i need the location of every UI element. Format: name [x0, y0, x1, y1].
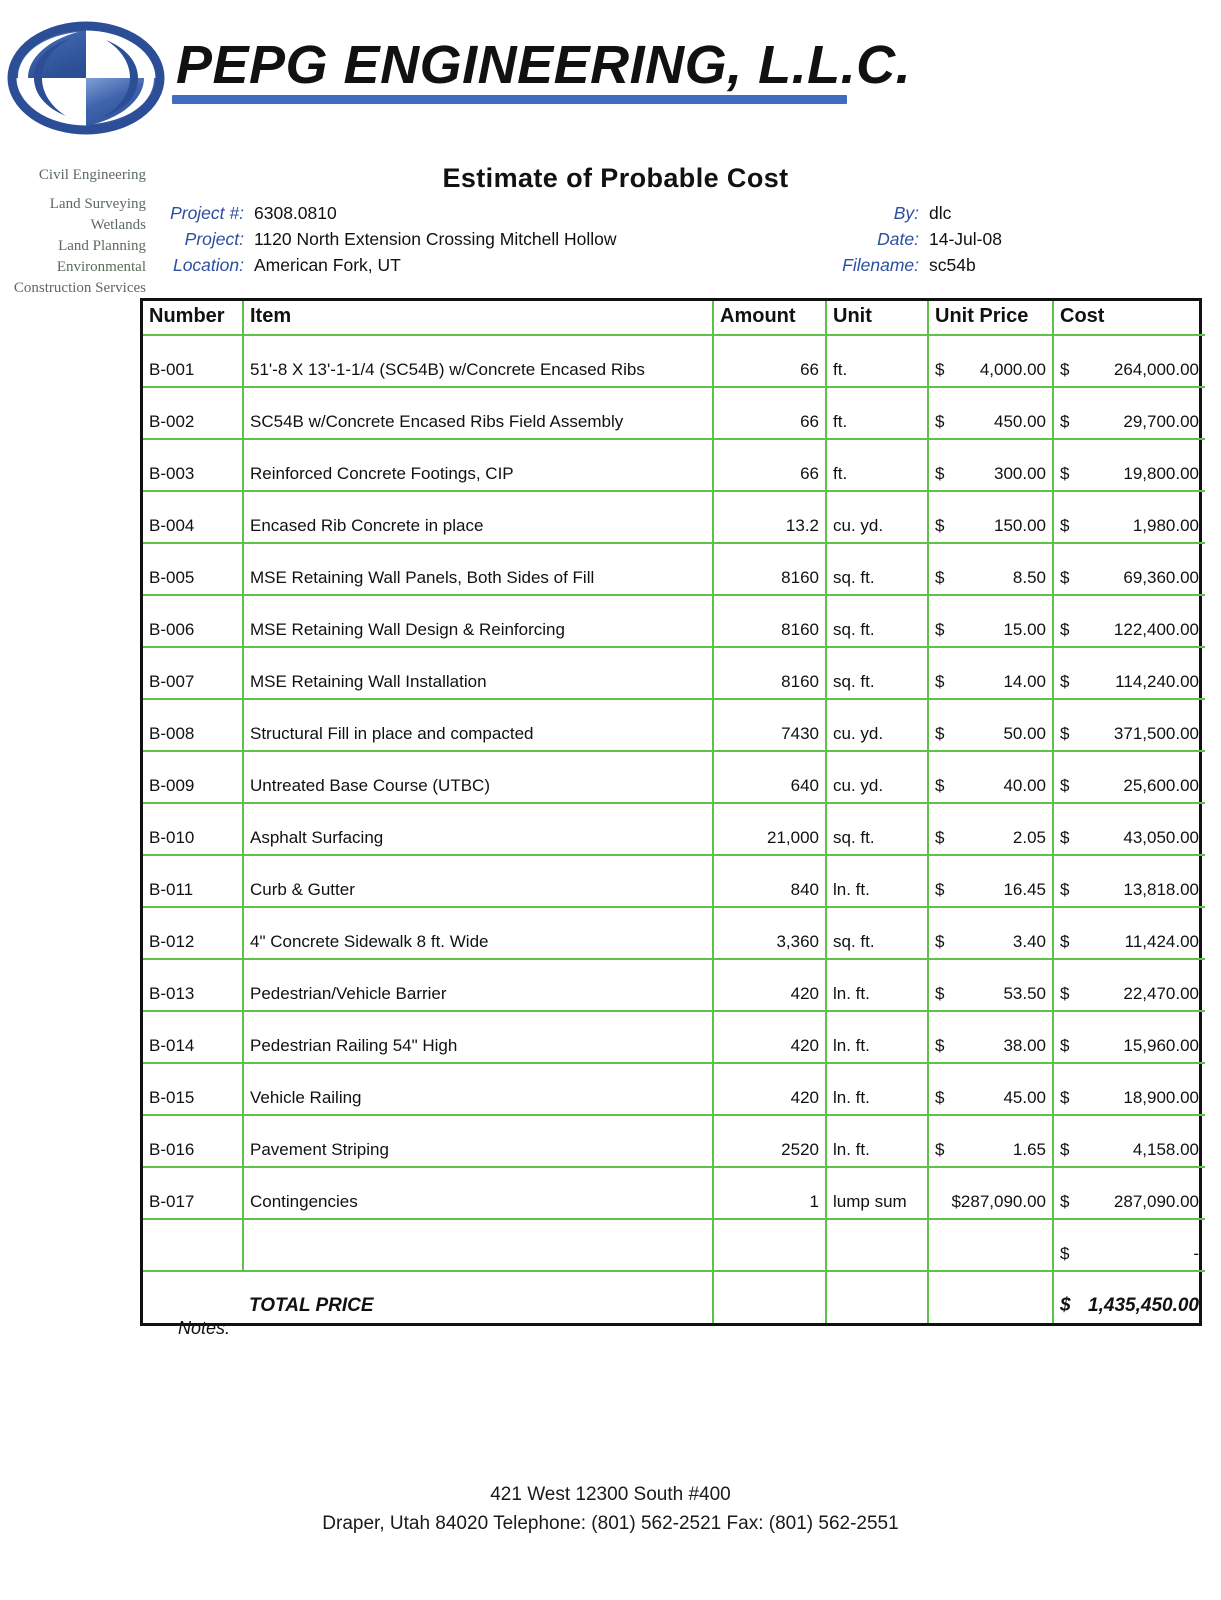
table-row	[143, 1167, 1205, 1219]
cell-unit: lump sum	[826, 1167, 928, 1219]
cell-number: B-017	[143, 1167, 243, 1219]
cost-value: -	[1193, 1244, 1199, 1263]
cost-value: 4,158.00	[1132, 1140, 1199, 1159]
table-row	[143, 1063, 1205, 1115]
total-cost-cell	[1053, 1271, 1205, 1323]
cost-value: 11,424.00	[1124, 932, 1199, 951]
meta-value: 6308.0810	[254, 203, 337, 223]
cell-item: Structural Fill in place and compacted	[243, 699, 713, 751]
unit-price-value: 15.00	[1003, 620, 1046, 639]
table-body	[143, 335, 1205, 1323]
table-row	[143, 439, 1205, 491]
cell-cost	[1053, 1167, 1205, 1219]
table-header	[143, 301, 1205, 335]
cell-cost	[1053, 1011, 1205, 1063]
currency-symbol: $	[935, 672, 945, 691]
currency-symbol: $	[1060, 1295, 1071, 1316]
currency-symbol: $	[1060, 932, 1070, 951]
unit-price-value: 3.40	[1012, 932, 1046, 951]
cost-value: 287,090.00	[1113, 1192, 1199, 1211]
cell-unit: sq. ft.	[826, 595, 928, 647]
table-row	[143, 647, 1205, 699]
cell-unit: sq. ft.	[826, 803, 928, 855]
service-item: Land Planning	[58, 238, 146, 254]
cell-unit-price	[928, 595, 1053, 647]
cell-unit-price	[928, 439, 1053, 491]
meta-value: sc54b	[929, 255, 976, 275]
table-row	[143, 387, 1205, 439]
total-cell-unit-price	[928, 1271, 1053, 1323]
cell-cost	[1053, 647, 1205, 699]
cell-amount: 840	[713, 855, 826, 907]
currency-symbol: $	[935, 620, 945, 639]
cell-cost	[1053, 491, 1205, 543]
cost-value: 69,360.00	[1123, 568, 1199, 587]
cell-unit: cu. yd.	[826, 491, 928, 543]
cell-number: B-005	[143, 543, 243, 595]
meta-label: Date:	[877, 229, 919, 249]
cell-item: Contingencies	[243, 1167, 713, 1219]
footer-address-line2: Draper, Utah 84020 Telephone: (801) 562-2521 Fax: (801) 562-2551	[322, 1513, 899, 1535]
meta-row-date	[826, 229, 1002, 255]
notes-label: Notes:	[178, 1318, 231, 1338]
currency-symbol: $	[935, 464, 945, 483]
cell-cost	[1053, 1063, 1205, 1115]
cost-value: 19,800.00	[1123, 464, 1199, 483]
unit-price-value: 38.00	[1003, 1036, 1046, 1055]
cell-unit-price	[928, 491, 1053, 543]
unit-price-value: 1.65	[1012, 1140, 1046, 1159]
cell-item: MSE Retaining Wall Installation	[243, 647, 713, 699]
cost-value: 371,500.00	[1113, 724, 1199, 743]
cost-value: 15,960.00	[1123, 1036, 1199, 1055]
currency-symbol: $	[1060, 1140, 1070, 1159]
unit-price-value: 50.00	[1003, 724, 1046, 743]
cell-number: B-016	[143, 1115, 243, 1167]
cell-amount: 21,000	[713, 803, 826, 855]
total-cell-number	[143, 1271, 243, 1323]
column-header-item: Item	[243, 301, 713, 335]
cell-unit: ln. ft.	[826, 855, 928, 907]
total-label: TOTAL PRICE	[243, 1271, 713, 1323]
currency-symbol: $	[1060, 776, 1070, 795]
cell-unit: ft.	[826, 335, 928, 387]
cell-unit: cu. yd.	[826, 699, 928, 751]
currency-symbol: $	[935, 828, 945, 847]
cell-number: B-002	[143, 387, 243, 439]
cost-value: 18,900.00	[1123, 1088, 1199, 1107]
service-item: Construction Services	[13, 280, 146, 296]
currency-symbol: $	[1060, 1036, 1070, 1055]
currency-symbol: $	[935, 1036, 945, 1055]
currency-symbol: $	[1060, 984, 1070, 1003]
currency-symbol: $	[935, 1088, 945, 1107]
page-title	[0, 163, 1221, 194]
cell-number: B-007	[143, 647, 243, 699]
cell-item: Curb & Gutter	[243, 855, 713, 907]
company-name: PEPG ENGINEERING, L.L.C.	[176, 35, 912, 95]
cell-unit: ln. ft.	[826, 1011, 928, 1063]
currency-symbol: $	[935, 932, 945, 951]
service-item: Land Surveying	[49, 196, 146, 212]
pepg-globe-logo	[2, 18, 170, 146]
cell-cost	[1053, 699, 1205, 751]
cell-number: B-015	[143, 1063, 243, 1115]
cell-unit-price	[928, 1167, 1053, 1219]
currency-symbol: $	[1060, 568, 1070, 587]
cell-cost	[1053, 543, 1205, 595]
cell-unit-price	[928, 855, 1053, 907]
currency-symbol: $	[935, 724, 945, 743]
currency-symbol: $	[1060, 1192, 1070, 1211]
cell-cost	[1053, 1219, 1205, 1271]
cell-cost	[1053, 1115, 1205, 1167]
cell-item: 4" Concrete Sidewalk 8 ft. Wide	[243, 907, 713, 959]
unit-price-value: 53.50	[1003, 984, 1046, 1003]
cost-value: 25,600.00	[1123, 776, 1199, 795]
cell-number: B-001	[143, 335, 243, 387]
currency-symbol: $	[935, 984, 945, 1003]
cost-value: 22,470.00	[1123, 984, 1199, 1003]
cell-amount: 8160	[713, 543, 826, 595]
cell-number: B-010	[143, 803, 243, 855]
cell-number: B-011	[143, 855, 243, 907]
meta-value: 1120 North Extension Crossing Mitchell Hollow	[254, 229, 617, 249]
cell-unit-price	[928, 647, 1053, 699]
cell-cost	[1053, 959, 1205, 1011]
cell-amount: 7430	[713, 699, 826, 751]
cell-amount: 66	[713, 387, 826, 439]
cell-item: Pedestrian/Vehicle Barrier	[243, 959, 713, 1011]
unit-price-value: 40.00	[1003, 776, 1046, 795]
cell-amount: 13.2	[713, 491, 826, 543]
cell-cost	[1053, 907, 1205, 959]
cell-amount: 8160	[713, 647, 826, 699]
currency-symbol: $	[1060, 828, 1070, 847]
cell-unit: cu. yd.	[826, 751, 928, 803]
cell-number: B-004	[143, 491, 243, 543]
cell-unit: sq. ft.	[826, 543, 928, 595]
cell-unit-price	[928, 1219, 1053, 1271]
unit-price-value: 8.50	[1012, 568, 1046, 587]
letterhead-accent-rule	[172, 95, 847, 104]
column-header-number: Number	[143, 301, 243, 335]
table-blank-row	[143, 1219, 1205, 1271]
cell-unit-price	[928, 387, 1053, 439]
currency-symbol: $	[1060, 412, 1070, 431]
currency-symbol: $	[1060, 672, 1070, 691]
estimate-table-container	[140, 298, 1202, 1326]
meta-value: American Fork, UT	[254, 255, 401, 275]
page-title-text: Estimate of Probable Cost	[442, 163, 789, 193]
footer-address-line1: 421 West 12300 South #400	[490, 1484, 731, 1505]
cell-unit-price	[928, 803, 1053, 855]
cell-amount: 640	[713, 751, 826, 803]
cell-cost	[1053, 595, 1205, 647]
unit-price-value: 45.00	[1003, 1088, 1046, 1107]
unit-price-value: $287,090.00	[951, 1192, 1046, 1211]
currency-symbol: $	[1060, 724, 1070, 743]
cost-value: 29,700.00	[1123, 412, 1199, 431]
table-row	[143, 1011, 1205, 1063]
cell-item: SC54B w/Concrete Encased Ribs Field Assembly	[243, 387, 713, 439]
cell-cost	[1053, 335, 1205, 387]
estimate-table	[143, 301, 1205, 1323]
cell-number: B-006	[143, 595, 243, 647]
table-row	[143, 959, 1205, 1011]
cell-number: B-008	[143, 699, 243, 751]
letterhead	[0, 0, 1221, 150]
cell-cost	[1053, 855, 1205, 907]
meta-row-filename	[826, 255, 1002, 281]
currency-symbol: $	[935, 412, 945, 431]
cell-cost	[1053, 439, 1205, 491]
cell-unit-price	[928, 543, 1053, 595]
cost-value: 1,980.00	[1132, 516, 1199, 535]
currency-symbol: $	[1060, 620, 1070, 639]
cell-unit: ln. ft.	[826, 959, 928, 1011]
table-row	[143, 491, 1205, 543]
currency-symbol: $	[935, 880, 945, 899]
project-meta-left	[148, 203, 616, 281]
service-item: Wetlands	[90, 217, 146, 233]
currency-symbol: $	[1060, 1088, 1070, 1107]
table-row	[143, 907, 1205, 959]
total-cost-value: 1,435,450.00	[1088, 1295, 1199, 1316]
service-item: Civil Engineering	[38, 167, 146, 183]
unit-price-value: 16.45	[1003, 880, 1046, 899]
table-row	[143, 855, 1205, 907]
cell-amount: 2520	[713, 1115, 826, 1167]
table-header-row	[143, 301, 1205, 335]
cell-cost	[1053, 387, 1205, 439]
table-row	[143, 595, 1205, 647]
cell-unit: ft.	[826, 387, 928, 439]
page-footer	[0, 1480, 1221, 1539]
cost-value: 13,818.00	[1123, 880, 1199, 899]
currency-symbol: $	[1060, 464, 1070, 483]
currency-symbol: $	[1060, 360, 1070, 379]
currency-symbol: $	[935, 1140, 945, 1159]
cell-unit-price	[928, 907, 1053, 959]
currency-symbol: $	[935, 360, 945, 379]
cell-number: B-013	[143, 959, 243, 1011]
unit-price-value: 2.05	[1012, 828, 1046, 847]
cell-amount: 8160	[713, 595, 826, 647]
unit-price-value: 450.00	[994, 412, 1046, 431]
table-row	[143, 335, 1205, 387]
currency-symbol: $	[1060, 516, 1070, 535]
cell-unit-price	[928, 699, 1053, 751]
cell-unit: ft.	[826, 439, 928, 491]
cost-value: 114,240.00	[1115, 672, 1199, 691]
meta-label: Filename:	[842, 255, 919, 275]
cell-cost	[1053, 751, 1205, 803]
meta-label: By:	[893, 203, 919, 223]
currency-symbol: $	[1060, 880, 1070, 899]
meta-label: Project #:	[170, 203, 244, 223]
cell-unit-price	[928, 959, 1053, 1011]
cell-amount: 420	[713, 959, 826, 1011]
cell-number: B-012	[143, 907, 243, 959]
cell-unit: sq. ft.	[826, 907, 928, 959]
cell-amount	[713, 1219, 826, 1271]
cell-item: Untreated Base Course (UTBC)	[243, 751, 713, 803]
currency-symbol: $	[935, 776, 945, 795]
cell-amount: 66	[713, 439, 826, 491]
currency-symbol: $	[935, 568, 945, 587]
currency-symbol: $	[935, 516, 945, 535]
cell-amount: 66	[713, 335, 826, 387]
column-header-unit-price: Unit Price	[928, 301, 1053, 335]
table-row	[143, 751, 1205, 803]
cell-number: B-003	[143, 439, 243, 491]
project-meta-right	[826, 203, 1002, 281]
meta-row-project	[148, 229, 616, 255]
cell-unit: ln. ft.	[826, 1063, 928, 1115]
cell-item: MSE Retaining Wall Panels, Both Sides of Fill	[243, 543, 713, 595]
table-total-row	[143, 1271, 1205, 1323]
meta-value: dlc	[929, 203, 952, 223]
unit-price-value: 300.00	[994, 464, 1046, 483]
cell-unit-price	[928, 335, 1053, 387]
meta-label: Project:	[184, 229, 244, 249]
cell-unit-price	[928, 751, 1053, 803]
cell-amount: 420	[713, 1011, 826, 1063]
cost-value: 43,050.00	[1123, 828, 1199, 847]
cell-number	[143, 1219, 243, 1271]
cell-unit-price	[928, 1115, 1053, 1167]
cell-amount: 1	[713, 1167, 826, 1219]
service-item: Environmental	[56, 259, 146, 275]
cell-item: Vehicle Railing	[243, 1063, 713, 1115]
cell-item	[243, 1219, 713, 1271]
currency-symbol: $	[1060, 1244, 1070, 1263]
cell-unit: ln. ft.	[826, 1115, 928, 1167]
cell-unit-price	[928, 1063, 1053, 1115]
unit-price-value: 150.00	[994, 516, 1046, 535]
cell-item: Asphalt Surfacing	[243, 803, 713, 855]
meta-row-location	[148, 255, 616, 281]
cell-item: MSE Retaining Wall Design & Reinforcing	[243, 595, 713, 647]
cell-number: B-009	[143, 751, 243, 803]
cell-amount: 420	[713, 1063, 826, 1115]
meta-row-by	[826, 203, 1002, 229]
cell-item: Pavement Striping	[243, 1115, 713, 1167]
meta-label: Location:	[172, 255, 244, 275]
meta-value: 14-Jul-08	[929, 229, 1002, 249]
meta-row-project-number	[148, 203, 616, 229]
column-header-amount: Amount	[713, 301, 826, 335]
table-row	[143, 803, 1205, 855]
cost-value: 122,400.00	[1113, 620, 1199, 639]
cell-unit	[826, 1219, 928, 1271]
total-cell-unit	[826, 1271, 928, 1323]
column-header-unit: Unit	[826, 301, 928, 335]
total-cell-amount	[713, 1271, 826, 1323]
cost-value: 264,000.00	[1113, 360, 1199, 379]
table-row	[143, 1115, 1205, 1167]
cell-item: Pedestrian Railing 54" High	[243, 1011, 713, 1063]
unit-price-value: 4,000.00	[979, 360, 1046, 379]
column-header-cost: Cost	[1053, 301, 1205, 335]
cell-unit-price	[928, 1011, 1053, 1063]
cell-item: Reinforced Concrete Footings, CIP	[243, 439, 713, 491]
cell-unit: sq. ft.	[826, 647, 928, 699]
cell-cost	[1053, 803, 1205, 855]
cell-item: 51'-8 X 13'-1-1/4 (SC54B) w/Concrete Encased Ribs	[243, 335, 713, 387]
cell-amount: 3,360	[713, 907, 826, 959]
table-row	[143, 699, 1205, 751]
table-row	[143, 543, 1205, 595]
cell-item: Encased Rib Concrete in place	[243, 491, 713, 543]
cell-number: B-014	[143, 1011, 243, 1063]
unit-price-value: 14.00	[1003, 672, 1046, 691]
